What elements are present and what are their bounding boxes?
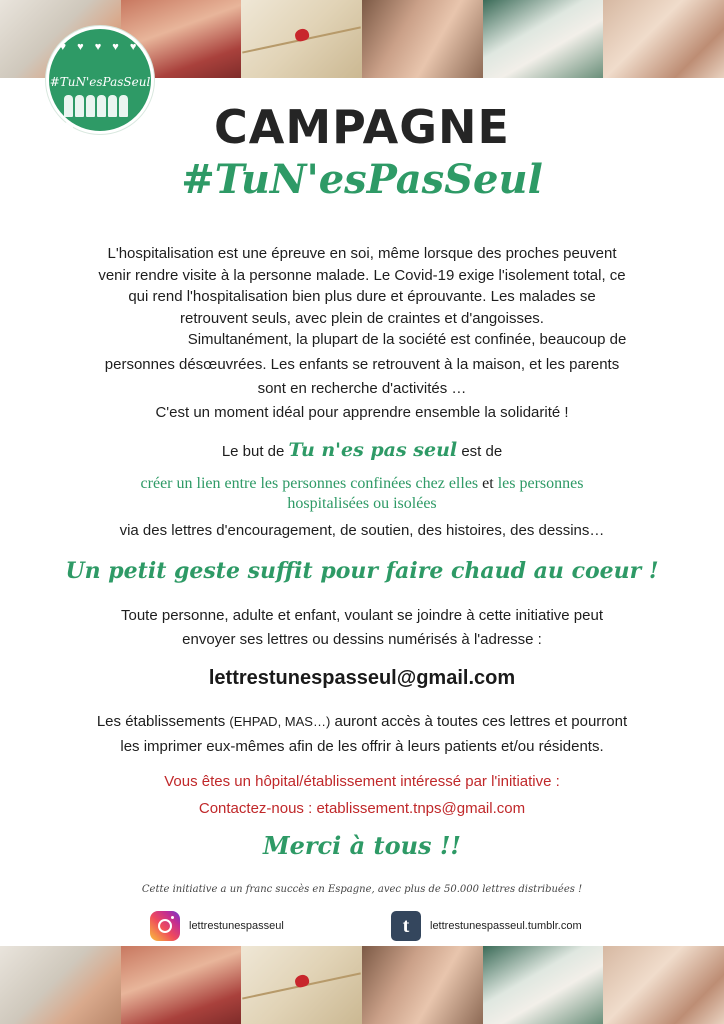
thanks-message: Merci à tous !!: [263, 831, 461, 860]
logo-text: #TuN'esPasSeul: [49, 75, 151, 89]
join-line: envoyer ses lettres ou dessins numérisés à l'adresse :: [182, 631, 542, 648]
photo-drawing-letter: [0, 946, 121, 1024]
photo-child-drawing: [483, 946, 604, 1024]
establishments-text: Les établissements: [96, 713, 226, 730]
intro-paragraph: [60, 243, 664, 423]
instagram-icon: [150, 911, 180, 941]
photo-elderly-hands: [603, 946, 724, 1024]
establishments-paragraph: [60, 709, 664, 759]
contact-question: Vous êtes un hôpital/établissement intéressé par l'initiative :: [164, 773, 560, 790]
contact-line: [60, 798, 664, 820]
instagram-handle: lettrestunespasseul: [189, 920, 284, 932]
goal-prefix: Le but de: [221, 443, 285, 460]
bottom-photo-strip: [0, 946, 724, 1024]
logo-hearts-icon: ♥ ♥ ♥ ♥ ♥: [59, 41, 141, 53]
page-title: CAMPAGNE: [214, 100, 510, 154]
via-line: via des lettres d'encouragement, de soutien, des histoires, des dessins…: [119, 522, 605, 539]
intro-line: personnes désœuvrées. Les enfants se retrouvent à la maison, et les parents: [104, 355, 620, 373]
establishments-text: auront accès à toutes ces lettres et pourront: [334, 713, 628, 730]
photo-elderly-hands: [603, 0, 724, 78]
establishments-types: (EHPAD, MAS…): [229, 714, 331, 729]
intro-line: L'hospitalisation est une épreuve en soi, même lorsque des proches peuvent: [107, 245, 617, 262]
join-paragraph: [60, 604, 664, 652]
instagram-link[interactable]: [150, 910, 284, 942]
photo-holding-hands: [362, 946, 483, 1024]
intro-line: Simultanément, la plupart de la société est confinée, beaucoup de: [187, 331, 627, 348]
contact-email[interactable]: etablissement.tnps@gmail.com: [316, 800, 526, 817]
link-part2: les personnes: [497, 475, 584, 492]
intro-line: venir rendre visite à la personne malade. Le Covid-19 exige l'isolement total, ce: [98, 266, 626, 284]
success-note: Cette initiative a un franc succès en Espagne, avec plus de 50.000 lettres distribuées !: [141, 884, 583, 895]
link-part3: hospitalisées ou isolées: [287, 495, 437, 512]
photo-letters-heart: [241, 946, 362, 1024]
photo-stacked-hands: [121, 946, 242, 1024]
establishments-text: les imprimer eux-mêmes afin de les offrir à leurs patients et/ou résidents.: [120, 738, 604, 755]
contact-label: Contactez-nous :: [198, 800, 313, 817]
photo-letters-heart: [241, 0, 362, 78]
link-statement: [60, 474, 664, 514]
photo-holding-hands: [362, 0, 483, 78]
link-part1: créer un lien entre les personnes confinées chez elles: [140, 475, 479, 492]
tumblr-url: lettrestunespasseul.tumblr.com: [430, 920, 582, 932]
slogan: Un petit geste suffit pour faire chaud au coeur !: [65, 558, 659, 584]
photo-child-drawing: [483, 0, 604, 78]
intro-line: qui rend l'hospitalisation bien plus dure et éprouvante. Les malades se: [128, 288, 596, 305]
link-and: et: [482, 475, 494, 492]
goal-brand: Tu n'es pas seul: [288, 439, 458, 461]
join-line: Toute personne, adulte et enfant, voulant se joindre à cette initiative peut: [121, 607, 603, 624]
tumblr-link[interactable]: [391, 910, 582, 942]
goal-line: [60, 440, 664, 463]
page-hashtag-title: #TuN'esPasSeul: [181, 156, 543, 203]
intro-line: C'est un moment idéal pour apprendre ensemble la solidarité !: [155, 403, 569, 421]
intro-line: retrouvent seuls, avec plein de craintes et d'angoisses.: [180, 309, 544, 327]
goal-suffix: est de: [461, 443, 503, 460]
tumblr-icon: t: [391, 911, 421, 941]
submission-email[interactable]: lettrestunespasseul@gmail.com: [208, 667, 516, 689]
intro-line: sont en recherche d'activités …: [257, 380, 467, 397]
